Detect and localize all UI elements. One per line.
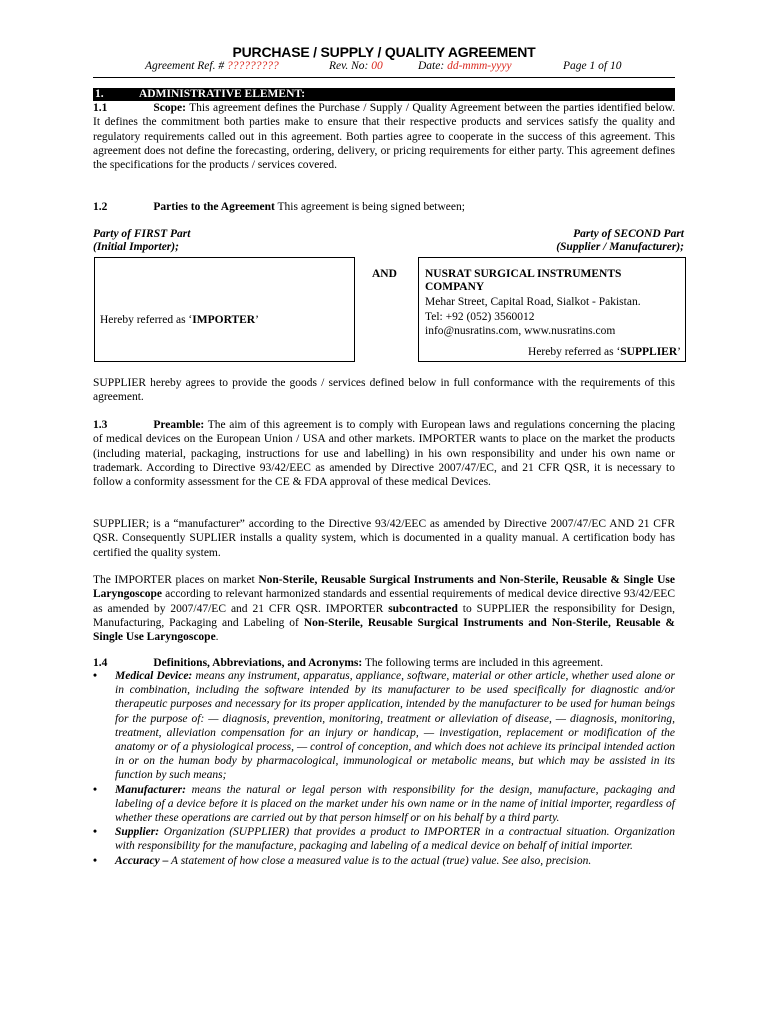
and-label: AND [372, 268, 397, 280]
bullet-icon: • [93, 783, 98, 796]
list-item [93, 825, 675, 853]
header-rule [93, 77, 675, 78]
page-number: Page 1 of 10 [563, 60, 622, 72]
section-title: ADMINISTRATIVE ELEMENT: [139, 88, 306, 100]
reference-line [93, 60, 675, 76]
definition-term: Accuracy – [115, 854, 169, 867]
clause-number: 1.2 [93, 201, 108, 213]
date-field: Date: dd-mmm-yyyy [418, 60, 512, 72]
supplier-telephone: Tel: +92 (052) 3560012 [425, 310, 535, 323]
second-party-label: Party of SECOND Part (Supplier / Manufacturer); [556, 228, 684, 253]
list-item [93, 783, 675, 826]
importer-box [94, 257, 355, 362]
clause-heading: Parties to the Agreement [153, 201, 275, 213]
supplier-contact-block [425, 295, 641, 339]
list-item [93, 669, 675, 783]
definition-text: A statement of how close a measured value is to the actual (true) value. See also, precision. [168, 854, 592, 867]
clause-text: This agreement defines the Purchase / Supply / Quality Agreement between the parties identified below. It defines the commitment both parties make to ensure that their respective products and services satisfy the quality and regulatory requirements called out in this agreement. Both parties agree to cooperate in the success of this agreement. This agreement does not define the forecasting, ordering, delivery, or pricing requirements for either party. This agreement defines the specifications for the products / services covered. [93, 102, 675, 172]
revision-number: Rev. No: 00 [329, 60, 383, 72]
list-item [93, 854, 675, 868]
clause-heading: Scope: [153, 102, 186, 114]
scope-paragraph [93, 101, 675, 172]
parties-paragraph [93, 200, 675, 214]
importer-name: IMPORTER [192, 314, 256, 326]
section-heading-bar [93, 88, 675, 101]
bullet-icon: • [93, 670, 98, 682]
supplier-company-name: NUSRAT SURGICAL INSTRUMENTS COMPANY [425, 268, 622, 293]
clause-heading: Definitions, Abbreviations, and Acronyms: [153, 657, 363, 669]
agreement-ref-value: ????????? [226, 60, 279, 72]
manufacturer-paragraph: SUPPLIER; is a “manufacturer” according to the Directive 93/42/EEC as amended by Directive 2007/47/EC AND 21 CFR QSR. Consequently SUPLIER installs a quality system, which is documented in a quality manual. A certification body has certified the quality system. [93, 518, 675, 559]
clause-text: This agreement is being signed between; [274, 201, 465, 213]
definition-text: means the natural or legal person with responsibility for the design, manufacture, packaging and labeling of a device before it is placed on the market under his own name or in the name of initial importer, regardless of whether these operations are carried out by that person himself or on his behalf by a third party. [115, 783, 675, 825]
importer-label: Hereby referred as ‘IMPORTER’ [100, 314, 259, 326]
revision-value: 00 [371, 60, 383, 72]
document-title: PURCHASE / SUPPLY / QUALITY AGREEMENT [232, 44, 536, 60]
clause-text: The aim of this agreement is to comply with European laws and regulations concerning the placing of medical devices on the European Union / USA and other markets. IMPORTER wants to place on the market the products (including material, packaging, instructions for use and labelling) in his own responsibility and under his own name or trademark. According to Directive 93/42/EEC as amended by Directive 2007/47/EC, and 21 CFR QSR, it is necessary to follow a conformity assessment for the CE & FDA approval of these medical Devices. [93, 419, 675, 489]
definition-term: Medical Device: [115, 670, 193, 682]
clause-text: The following terms are included in this agreement. [362, 657, 604, 669]
conformance-paragraph: SUPPLIER hereby agrees to provide the goods / services defined below in full conformance with the requirements of this agreement. [93, 377, 675, 404]
clause-heading: Preamble: [153, 419, 205, 431]
definition-term: Manufacturer: [115, 783, 186, 796]
definition-term: Supplier: [115, 826, 160, 839]
supplier-box [418, 257, 686, 362]
supplier-label: Hereby referred as ‘SUPPLIER’ [528, 346, 681, 358]
definitions-list [93, 669, 675, 868]
supplier-name: SUPPLIER [620, 346, 678, 358]
clause-number: 1.1 [93, 102, 108, 114]
supplier-address: Mehar Street, Capital Road, Sialkot - Pakistan. [425, 296, 641, 308]
market-paragraph: The IMPORTER places on market Non-Sterile, Reusable Surgical Instruments and Non-Sterile, Reusable & Single Use Laryngoscope according to relevant harmonized standards and essential requirements of medical device directive 93/42/EEC as amended by 2007/47/EC and 21 CFR QSR. IMPORTER subcontracted to SUPPLIER the responsibility for Design, Manufacturing, Packaging and Labeling of Non-Sterile, Reusable Surgical Instruments and Non-Sterile, Reusable & Single Use Laryngoscope. [93, 574, 676, 644]
first-party-label: Party of FIRST Part (Initial Importer); [93, 228, 191, 253]
supplier-email-web: info@nusratins.com, www.nusratins.com [425, 325, 616, 337]
definition-text: Organization (SUPPLIER) that provides a product to IMPORTER in a contractual situation. Organization with responsibility for the manufacture, packaging and labeling of a medical device on behalf of initial importer. [115, 826, 675, 853]
date-value: dd-mmm-yyyy [447, 60, 512, 72]
bullet-icon: • [93, 854, 98, 867]
bullet-icon: • [93, 826, 98, 839]
preamble-paragraph [93, 418, 675, 489]
section-number: 1. [95, 88, 104, 100]
definition-text: means any instrument, apparatus, appliance, software, material or other article, whether used alone or in combination, including the software intended by its manufacturer to be used specifically for diagnostic and/or therapeutic purposes and necessary for its proper application, intended by the manufacturer to be used for human beings for the purpose of: — diagnosis, prevention, monitoring, treatment or alleviation of disease, — diagnosis, monitoring, treatment, alleviation compensation for an injury or handicap, — investigation, replacement or modification of the anatomy or of a physiological process, — control of conception, and which does not achieve its principal intended action in or on the human body by pharmacological, immunological or metabolic means, but which may be assisted in its function by such means; [115, 670, 675, 782]
clause-number: 1.3 [93, 419, 108, 431]
agreement-ref: Agreement Ref. # ????????? [145, 60, 279, 72]
clause-number: 1.4 [93, 657, 108, 669]
